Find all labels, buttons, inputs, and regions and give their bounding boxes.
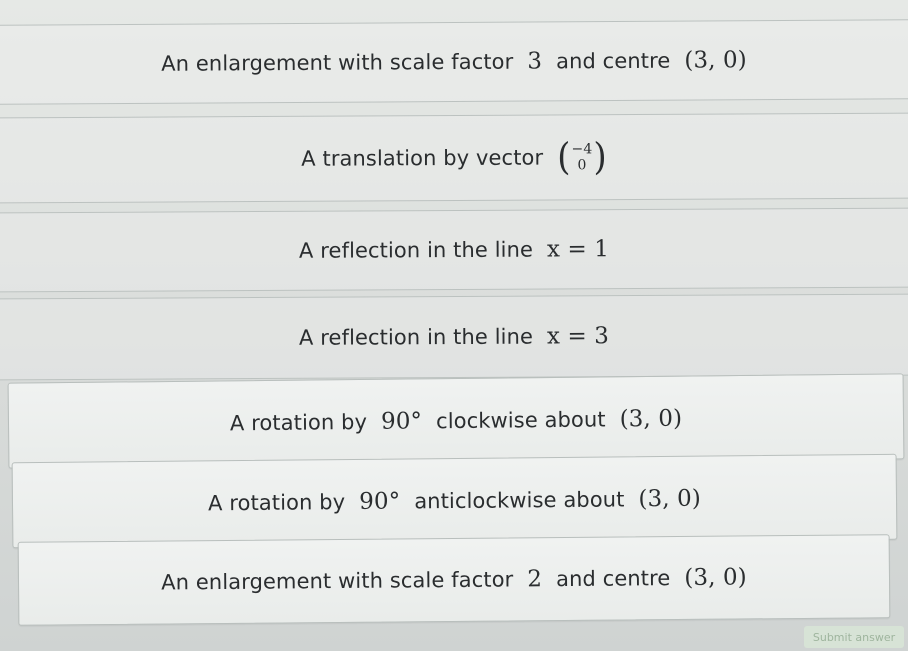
option-math-2: (3, 0) (619, 405, 683, 433)
option-text-2: clockwise about (435, 407, 606, 434)
option-math-2: (3, 0) (684, 564, 747, 591)
option-text: A translation by vector (301, 145, 544, 171)
option-math: 90° (359, 488, 401, 515)
option-math: 3 (527, 48, 543, 75)
option-math-2: (3, 0) (684, 47, 747, 74)
option-text: An enlargement with scale factor (161, 567, 514, 595)
option-text-2: anticlockwise about (414, 487, 625, 514)
option-text-2: and centre (555, 48, 671, 74)
option-text: A rotation by (229, 409, 368, 436)
option-rotation-anticlockwise[interactable] (12, 454, 898, 548)
vector-bottom: 0 (577, 157, 587, 174)
option-math: 2 (527, 566, 543, 593)
option-text: A reflection in the line (298, 237, 534, 263)
option-math-2: (3, 0) (638, 485, 702, 513)
submit-answer-button[interactable]: Submit answer (804, 626, 904, 648)
option-text: An enlargement with scale factor (161, 49, 514, 76)
option-text: A rotation by (207, 490, 346, 516)
option-math: 90° (380, 408, 423, 435)
option-text-2: and centre (555, 566, 671, 592)
column-vector: ( −4 0 ) (557, 135, 607, 180)
vector-top: −4 (571, 141, 593, 158)
option-enlargement-sf3[interactable] (0, 19, 908, 105)
option-translation[interactable] (0, 113, 908, 204)
option-reflection-x3[interactable] (0, 294, 908, 381)
option-enlargement-sf2[interactable] (18, 534, 891, 626)
option-math: x = 1 (546, 236, 610, 263)
option-math: x = 3 (546, 323, 610, 350)
option-reflection-x1[interactable] (0, 208, 908, 293)
option-text: A reflection in the line (298, 324, 534, 350)
